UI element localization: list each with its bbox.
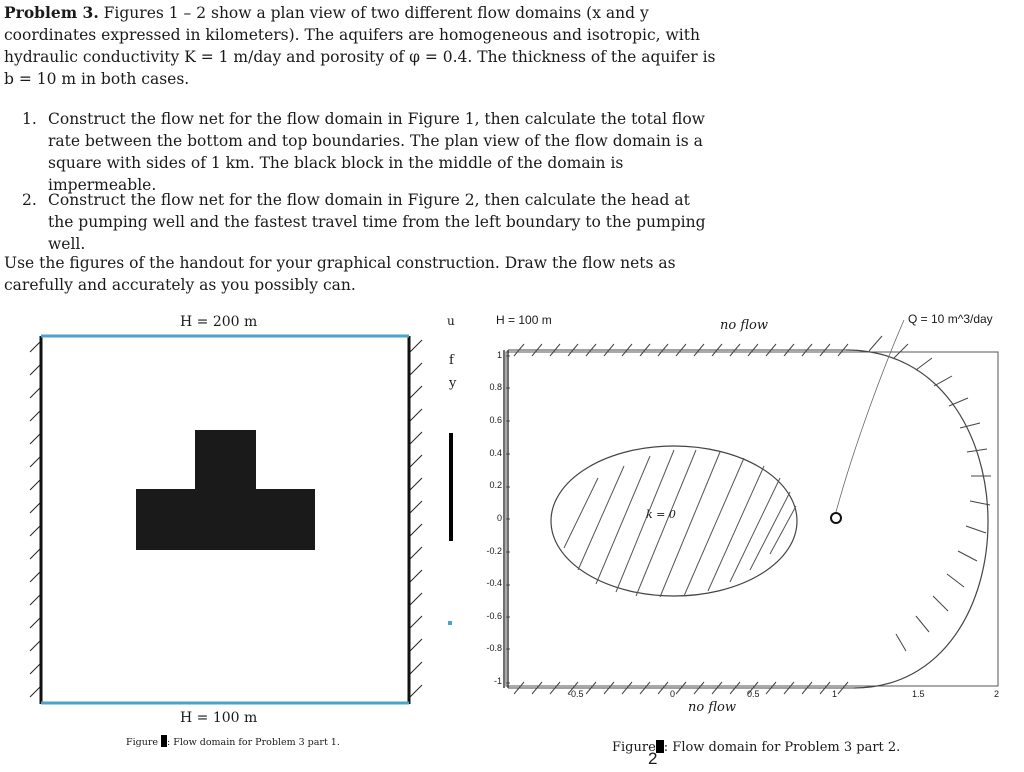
blue-mark (448, 621, 452, 625)
list-item (22, 189, 712, 253)
y-tick-label: 1 (496, 350, 502, 360)
ellipse-hatch (564, 450, 796, 597)
no-flow-bottom-label: no flow (688, 700, 736, 715)
closing-text: Use the figures of the handout for your graphical construction. Draw the flow nets as carefully and accurately as you possibly can. (4, 254, 676, 294)
caption-text: : Flow domain for Problem 3 part 2. (663, 740, 901, 755)
text-fragment: y (449, 376, 457, 391)
y-tick-label: 0.2 (489, 480, 502, 490)
caption-text: : Flow domain for Problem 3 part 1. (167, 737, 340, 748)
impermeable-ellipse (551, 446, 797, 596)
y-tick-label: -0.8 (486, 643, 502, 653)
y-tick-label: -0.4 (486, 578, 502, 588)
black-bar (449, 433, 453, 541)
impermeable-block-base (136, 489, 315, 550)
figure2-domain (474, 306, 1022, 718)
y-tick-label: 0 (496, 513, 502, 523)
text-fragment: f (449, 353, 454, 368)
figure1-caption (126, 735, 340, 748)
text-fragment: u (447, 314, 455, 328)
pumping-well (831, 513, 841, 523)
item-number: 1. (22, 110, 37, 128)
y-tick-label: 0.8 (489, 382, 502, 392)
k-zero-label: k = 0 (646, 508, 676, 521)
impermeable-block-top (195, 430, 256, 490)
right-noflow-hatch (410, 340, 422, 697)
x-tick-label: 1.5 (912, 689, 925, 699)
no-flow-top-label: no flow (720, 318, 768, 333)
caption-prefix: Figure (126, 737, 162, 748)
bottom-noflow-hatch (508, 682, 854, 694)
problem-label: Problem 3. (4, 3, 99, 22)
y-tick-label: 0.4 (489, 448, 502, 458)
curved-noflow-boundary (846, 350, 988, 688)
item-number: 2. (22, 191, 37, 209)
well-leader-line (836, 320, 904, 512)
problem-intro (4, 2, 716, 90)
top-noflow-hatch (508, 344, 848, 356)
left-noflow-hatch (30, 342, 40, 697)
y-tick-label: 0.6 (489, 415, 502, 425)
figure1-top-label: H = 200 m (180, 314, 258, 330)
plot-frame (506, 352, 998, 686)
head-label: H = 100 m (496, 313, 552, 327)
problem-intro-text: Figures 1 – 2 show a plan view of two different flow domains (x and y coordinates expressed in kilometers). The aquifers are homogeneous and isotropic, with hydraulic conductivity K = 1 m/day and porosity of φ = 0.4. The thickness of the aquifer is b = 10 m in both cases. (4, 4, 716, 88)
y-tick-label: -0.6 (486, 611, 502, 621)
x-tick-label: 2 (994, 689, 1000, 699)
figure2-number: 2 (648, 749, 658, 768)
x-tick-label: -0.5 (568, 689, 584, 699)
x-tick-label: 0 (670, 689, 676, 699)
pump-rate-label: Q = 10 m^3/day (908, 312, 993, 326)
y-tick-label: -0.2 (486, 546, 502, 556)
x-tick-label: 1 (832, 689, 838, 699)
figure1-bottom-label: H = 100 m (180, 710, 258, 726)
caption-prefix: Figure (612, 740, 656, 755)
y-tick-label: -1 (493, 676, 502, 686)
figure1-domain (28, 330, 438, 708)
item-text: Construct the flow net for the flow domain in Figure 2, then calculate the head at the pumping well and the fastest travel time from the left boundary to the pumping well. (48, 191, 706, 253)
x-tick-label: 0.5 (747, 689, 760, 699)
list-item (22, 108, 712, 194)
item-text: Construct the flow net for the flow domain in Figure 1, then calculate the total flow rate between the bottom and top boundaries. The plan view of the flow domain is a square with sides of 1 km. The black block in the middle of the domain is impermeable. (48, 110, 705, 194)
